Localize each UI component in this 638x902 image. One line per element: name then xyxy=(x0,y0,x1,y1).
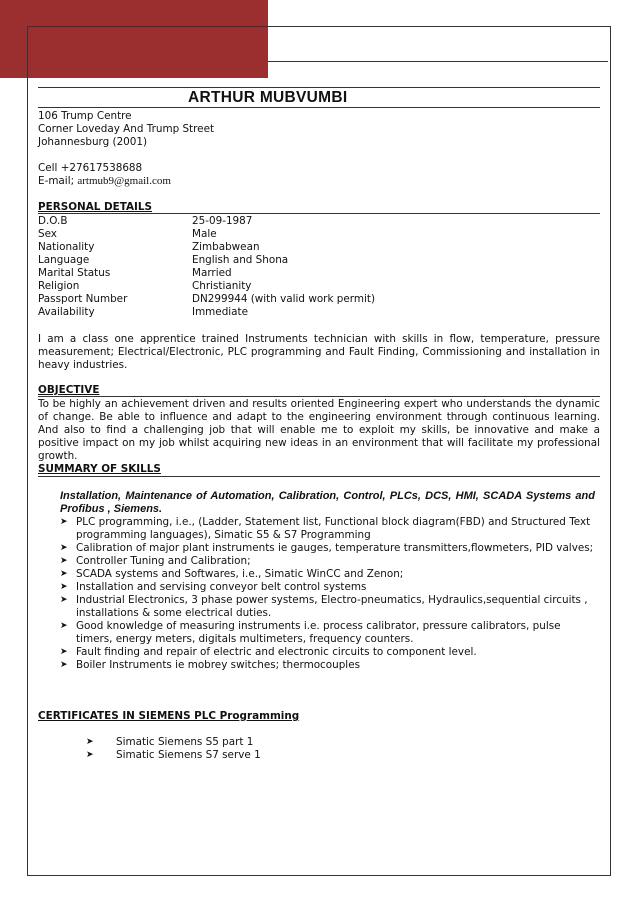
skill-text: Boiler Instruments ie mobrey switches; thermocouples xyxy=(76,659,361,671)
skills-rule xyxy=(38,476,600,477)
personal-details-table xyxy=(38,215,600,319)
list-item xyxy=(60,620,600,646)
email-label: E-mail; xyxy=(38,175,78,187)
personal-details-rule xyxy=(38,213,600,214)
email-value: artmub9@gmail.com xyxy=(77,175,171,187)
objective-rule xyxy=(38,396,600,397)
arrow-bullet-icon: ➤ xyxy=(60,660,68,670)
list-item xyxy=(60,516,600,542)
detail-row xyxy=(38,215,600,228)
address-line-3: Johannesburg (2001) xyxy=(38,136,148,148)
certificate-text: Simatic Siemens S5 part 1 xyxy=(116,736,254,748)
detail-row xyxy=(38,267,600,280)
skills-intro: Installation, Maintenance of Automation, Calibration, Control, PLCs, DCS, HMI, SCADA Systems and Profibus , Siemens. xyxy=(60,490,595,515)
detail-row xyxy=(38,293,600,306)
detail-label: Marital Status xyxy=(38,267,111,279)
detail-value: DN299944 (with valid work permit) xyxy=(192,293,375,305)
skill-text: SCADA systems and Softwares, i.e., Simatic WinCC and Zenon; xyxy=(76,568,404,580)
arrow-bullet-icon: ➤ xyxy=(60,556,68,566)
skill-text: Good knowledge of measuring instruments i.e. process calibrator, pressure calibrators, pulse timers, energy meters, digitals multimeters, frequency counters. xyxy=(76,620,561,645)
candidate-name: ARTHUR MUBVUMBI xyxy=(188,89,348,106)
detail-label: Language xyxy=(38,254,90,266)
arrow-bullet-icon: ➤ xyxy=(60,543,68,553)
detail-value: Male xyxy=(192,228,217,240)
detail-row xyxy=(38,241,600,254)
certificate-text: Simatic Siemens S7 serve 1 xyxy=(116,749,261,761)
list-item xyxy=(60,646,600,659)
skill-text: PLC programming, i.e., (Ladder, Statement list, Functional block diagram(FBD) and Structured Text programming languages), Simatic S5 & S7 Programming xyxy=(76,516,591,541)
detail-value: English and Shona xyxy=(192,254,289,266)
arrow-bullet-icon: ➤ xyxy=(60,517,68,527)
arrow-bullet-icon: ➤ xyxy=(60,569,68,579)
objective-heading: OBJECTIVE xyxy=(38,384,100,396)
objective-text: To be highly an achievement driven and results oriented Engineering expert who understands the dynamic of change. Be able to influence and adapt to the engineering environment through continuous learning. And also to find a challenging job that will enable me to exploit my skills, be innovative and make a positive impact on my job whilst acquiring new ideas in an environment that will facilitate my professional growth. xyxy=(38,398,600,462)
detail-row xyxy=(38,228,600,241)
header-rule xyxy=(268,61,608,62)
list-item xyxy=(60,568,600,581)
cell-number: Cell +27617538688 xyxy=(38,162,143,174)
name-rule-top xyxy=(38,87,600,88)
certificates-list xyxy=(86,736,486,762)
detail-label: D.O.B xyxy=(38,215,68,227)
detail-value: Zimbabwean xyxy=(192,241,260,253)
detail-value: Immediate xyxy=(192,306,249,318)
detail-row xyxy=(38,254,600,267)
list-item xyxy=(60,659,600,672)
detail-value: Christianity xyxy=(192,280,252,292)
list-item xyxy=(60,555,600,568)
detail-value: 25-09-1987 xyxy=(192,215,253,227)
skill-text: Controller Tuning and Calibration; xyxy=(76,555,251,567)
certificates-heading: CERTIFICATES IN SIEMENS PLC Programming xyxy=(38,710,300,722)
skill-text: Calibration of major plant instruments ie gauges, temperature transmitters,flowmeters, PID valves; xyxy=(76,542,594,554)
personal-details-heading: PERSONAL DETAILS xyxy=(38,201,153,213)
detail-label: Religion xyxy=(38,280,80,292)
address-line-1: 106 Trump Centre xyxy=(38,110,132,122)
list-item xyxy=(60,542,600,555)
skills-heading: SUMMARY OF SKILLS xyxy=(38,463,161,475)
arrow-bullet-icon: ➤ xyxy=(60,582,68,592)
list-item xyxy=(86,749,486,762)
list-item xyxy=(60,594,600,620)
skill-text: Fault finding and repair of electric and electronic circuits to component level. xyxy=(76,646,477,658)
arrow-bullet-icon: ➤ xyxy=(86,737,94,747)
skill-text: Installation and servising conveyor belt control systems xyxy=(76,581,367,593)
detail-label: Nationality xyxy=(38,241,95,253)
personal-summary: I am a class one apprentice trained Instruments technician with skills in flow, temperature, pressure measurement; Electrical/Electronic, PLC programming and Fault Finding, Commissioning and installation in heavy industries. xyxy=(38,333,600,371)
skills-list xyxy=(60,516,600,672)
list-item xyxy=(86,736,486,749)
detail-row xyxy=(38,280,600,293)
detail-label: Availability xyxy=(38,306,95,318)
address-line-2: Corner Loveday And Trump Street xyxy=(38,123,215,135)
list-item xyxy=(60,581,600,594)
skill-text: Industrial Electronics, 3 phase power systems, Electro-pneumatics, Hydraulics,sequential circuits , installations & some electrical duties. xyxy=(76,594,588,619)
detail-label: Passport Number xyxy=(38,293,128,305)
arrow-bullet-icon: ➤ xyxy=(60,621,68,631)
arrow-bullet-icon: ➤ xyxy=(60,647,68,657)
detail-value: Married xyxy=(192,267,232,279)
email-line xyxy=(38,175,171,188)
detail-label: Sex xyxy=(38,228,57,240)
arrow-bullet-icon: ➤ xyxy=(60,595,68,605)
name-rule-bottom xyxy=(38,107,600,108)
detail-row xyxy=(38,306,600,319)
arrow-bullet-icon: ➤ xyxy=(86,750,94,760)
